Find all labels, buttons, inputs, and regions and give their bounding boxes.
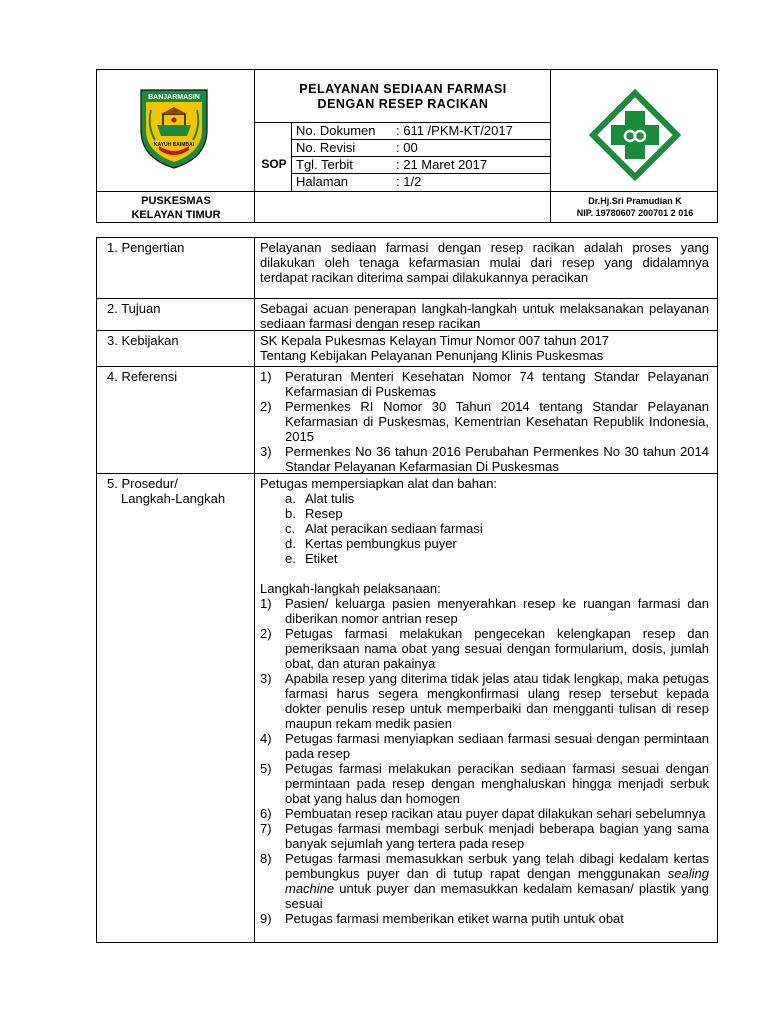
list-item: 7) Petugas farmasi membagi serbuk menjadi beberapa bagian yang sama banyak sejumlah yang tertera pada resep [260,821,709,851]
pengertian-text: Pelayanan sediaan farmasi dengan resep racikan adalah proses yang dilakukan oleh tenaga kefarmasian mulai dari resep yang didalamnya terdapat racikan diterima sampai dilakukannya peracikan [260,240,709,285]
list-item: 4) Petugas farmasi menyiapkan sediaan farmasi sesuai dengan permintaan pada resep [260,731,709,761]
meta-row-revision: No. Revisi : 00 [296,140,418,155]
list-item: 2) Petugas farmasi melakukan pengecekan kelengkapan resep dan pemeriksaan nama obat yang sesuai dengan formularium, dosis, jumlah obat, dan aturan pakainya [260,626,709,671]
list-item: b. Resep [285,506,343,521]
puskesmas-line1: PUSKESMAS [141,195,211,207]
list-item: 1) Pasien/ keluarga pasien menyerahkan resep ke ruangan farmasi dan diberikan nomor antrian resep [260,596,709,626]
section-content [260,333,709,363]
section-label: 3. Kebijakan [97,331,255,366]
list-item: c. Alat peracikan sediaan farmasi [285,521,483,536]
section-content [260,369,709,474]
sop-header-table [96,69,718,223]
materials-intro: Petugas mempersiapkan alat dan bahan: [260,476,498,491]
section-prosedur [96,473,718,943]
kebijakan-line2: Tentang Kebijakan Pelayanan Penunjang Klinis Puskesmas [260,348,604,363]
list-item: 8) Petugas farmasi memasukkan serbuk yang telah dibagi kedalam kertas pembungkus puyer dan di tutup rapat dengan menggunakan sealing machine untuk puyer dan memasukkan kedalam kemasan/ plastik yang sesuai [260,851,709,911]
puskesmas-logo-icon [589,89,681,181]
kebijakan-line1: SK Kepala Pukesmas Kelayan Timur Nomor 007 tahun 2017 [260,333,610,348]
document-title [255,82,551,112]
puskesmas-line2: KELAYAN TIMUR [131,209,221,221]
banjarmasin-logo-icon [135,80,213,170]
sop-label: SOP [261,157,287,171]
meta-row-issue-date: Tgl. Terbit : 21 Maret 2017 [296,157,488,172]
meta-row-page: Halaman : 1/2 [296,174,422,189]
signer-name: Dr.Hj.Sri Pramudian K [588,196,682,206]
signature-block [551,195,719,219]
section-content [260,301,709,331]
section-kebijakan [96,330,718,367]
referensi-list [260,369,709,474]
section-label: 4. Referensi [97,367,255,473]
section-label: 5. Prosedur/ Langkah-Langkah [97,474,255,942]
section-label: 1. Pengertian [97,238,255,298]
list-item: 1) Peraturan Menteri Kesehatan Nomor 74 tentang Standar Pelayanan Kefarmasian di Puskemas [260,369,709,399]
section-content [260,476,709,926]
signer-nip: NIP. 19780607 200701 2 016 [576,208,694,218]
list-item: d. Kertas pembungkus puyer [285,536,457,551]
list-item: 9) Petugas farmasi memberikan etiket warna putih untuk obat [260,911,624,926]
list-item: 3) Permenkes No 36 tahun 2016 Perubahan Permenkes No 30 tahun 2014 Standar Pelayanan Kefarmasian Di Puskesmas [260,444,709,474]
meta-row-doc-number: No. Dokumen : 611 /PKM-KT/2017 [296,123,513,138]
list-item: 3) Apabila resep yang diterima tidak jelas atau tidak lengkap, maka petugas farmasi harus segera mengkonfirmasi ulang resep tersebut kepada dokter penulis resep untuk memperbaiki dan mengganti tulisan di resep maupun rekam medik pasien [260,671,709,731]
svg-text:KAYUH BAIMBAI: KAYUH BAIMBAI [153,142,195,148]
svg-text:BANJARMASIN: BANJARMASIN [148,94,200,101]
section-referensi [96,366,718,474]
title-line1: PELAYANAN SEDIAAN FARMASI [299,82,507,96]
list-item: 2) Permenkes RI Nomor 30 Tahun 2014 tentang Standar Pelayanan Kefarmasian di Puskesmas, Kementrian Kesehatan Republik Indonesia, 2015 [260,399,709,444]
section-content [260,240,709,285]
puskesmas-name [97,194,255,222]
section-tujuan [96,298,718,331]
list-item: 5) Petugas farmasi melakukan peracikan sediaan farmasi sesuai dengan permintaan pada resep dengan menghaluskan hingga menjadi serbuk obat yang halus dan homogen [260,761,709,806]
tujuan-text: Sebagai acuan penerapan langkah-langkah untuk melaksanakan pelayanan sediaan farmasi dengan resep racikan [260,301,709,331]
list-item: 6) Pembuatan resep racikan atau puyer dapat dilakukan sehari sebelumnya [260,806,706,821]
section-pengertian [96,237,718,299]
list-item: a. Alat tulis [285,491,355,506]
section-label: 2. Tujuan [97,299,255,330]
steps-list [260,596,709,926]
list-item: e. Etiket [285,551,338,566]
steps-title: Langkah-langkah pelaksanaan: [260,581,441,596]
title-line2: DENGAN RESEP RACIKAN [317,97,489,111]
materials-list [260,491,709,566]
